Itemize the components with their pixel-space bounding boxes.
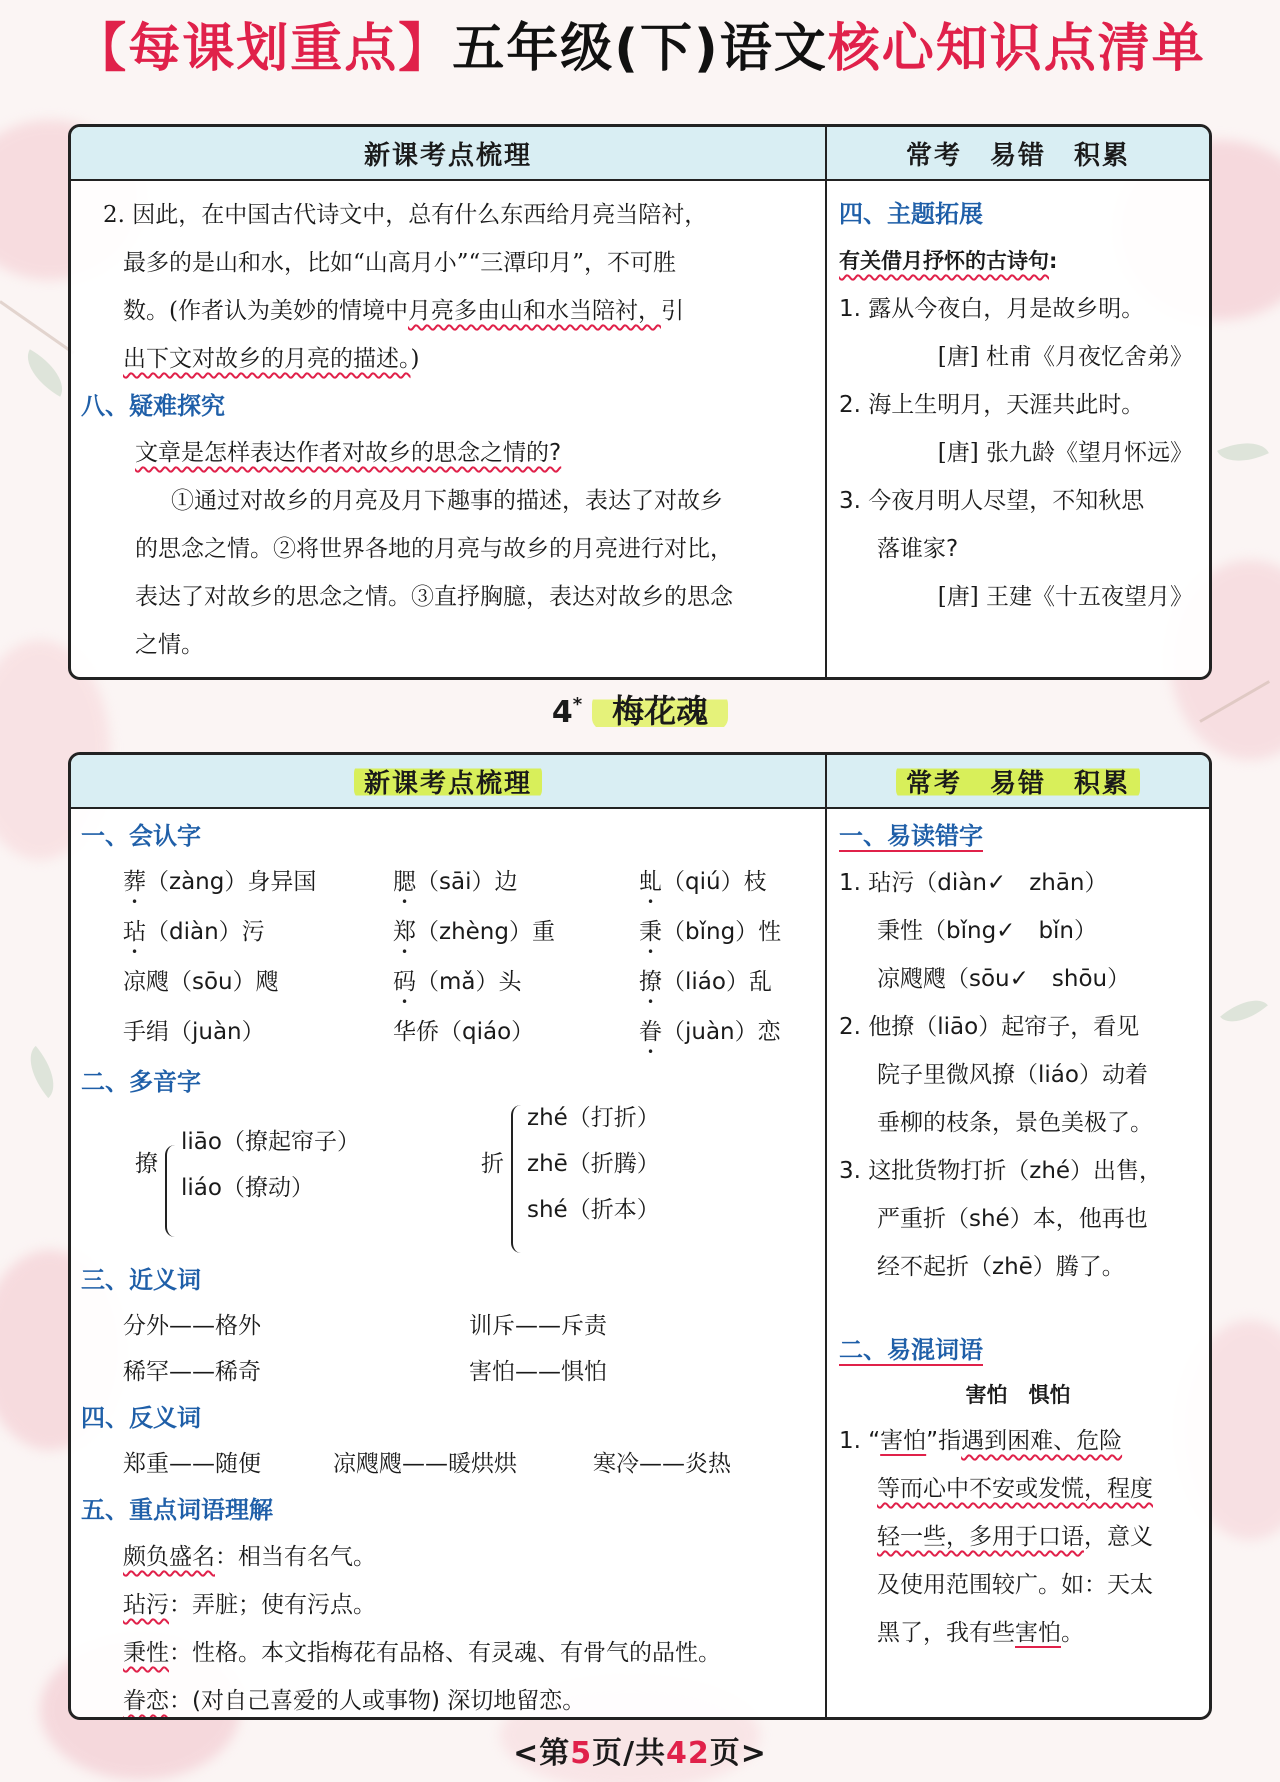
poem-line: 1. 露从今夜白，月是故乡明。 <box>839 296 1145 322</box>
word-definition <box>81 1629 811 1677</box>
explain-line <box>839 1609 1197 1657</box>
poem-line: 落谁家? <box>877 536 959 562</box>
text-line: 最多的是山和水，比如“山高月小”“三潭印月”，不可胜 <box>123 250 677 276</box>
section-heading: 五、重点词语理解 <box>81 1496 273 1524</box>
total-pages: 42 <box>666 1736 710 1771</box>
page-indicator <box>0 1728 1280 1772</box>
synonym-pair: 训斥——斥责 <box>469 1313 607 1339</box>
brace-icon <box>165 1145 177 1237</box>
text-span: 引 <box>660 298 684 324</box>
poly-reading: liāo（撩起帘子） <box>181 1129 360 1155</box>
title-bracket: 【每课划重点】 <box>74 19 453 79</box>
char-item: 葬（zàng）身异国 <box>123 869 317 895</box>
poly-reading: zhē（折腾） <box>527 1151 660 1177</box>
brace-icon <box>511 1105 523 1253</box>
antonym-row <box>81 1441 811 1487</box>
header-left <box>71 755 827 807</box>
text-span: ) <box>410 346 420 372</box>
text-span: 黑了，我有些 <box>877 1620 1015 1646</box>
term: 玷污 <box>123 1592 169 1618</box>
synonym-row <box>81 1303 811 1349</box>
text-line <box>81 335 811 383</box>
poly-reading: zhé（打折） <box>527 1105 660 1131</box>
footer-text: 页/共 <box>592 1736 667 1771</box>
header-right <box>827 755 1209 807</box>
word-definition <box>81 1677 811 1720</box>
term: 颇负盛名 <box>123 1544 215 1570</box>
char-item: 虬（qiú）枝 <box>639 869 767 895</box>
section-heading <box>839 1327 1197 1373</box>
section-heading: 三、近义词 <box>81 1266 201 1294</box>
wavy-underlined-text: 遇到困难、危险 <box>961 1428 1123 1454</box>
section-heading: 二、多音字 <box>81 1068 201 1096</box>
term: 眷恋 <box>123 1688 169 1714</box>
poly-readings <box>181 1119 360 1211</box>
current-page-number: 5 <box>570 1736 593 1771</box>
explain-line <box>839 1513 1197 1561</box>
synonym-pair: 害怕——惧怕 <box>469 1359 607 1385</box>
text-span: : <box>1049 249 1058 273</box>
header-left: 新课考点梳理 <box>71 127 827 179</box>
header-left-label: 新课考点梳理 <box>354 763 542 800</box>
card2-left-column <box>71 809 827 1720</box>
lesson3-card <box>68 124 1212 680</box>
text-line: 2. 因此，在中国古代诗文中，总有什么东西给月亮当陪衬， <box>103 202 708 228</box>
explain-line <box>839 1417 1197 1465</box>
misread-item: 经不起折（zhē）腾了。 <box>877 1254 1125 1280</box>
lead-text <box>839 237 1197 285</box>
poem-source: [唐] 张九龄《望月怀远》 <box>937 440 1193 466</box>
poly-readings <box>527 1095 660 1233</box>
card2-right-column <box>827 809 1209 1720</box>
confusable-pair: 害怕 惧怕 <box>965 1383 1071 1407</box>
char-item: 腮（sāi）边 <box>393 869 518 895</box>
answer-line: 的思念之情。②将世界各地的月亮与故乡的月亮进行对比， <box>135 536 733 562</box>
card-header <box>71 755 1209 809</box>
antonym-pair: 郑重——随便 <box>123 1451 261 1477</box>
antonym-pair: 寒冷——炎热 <box>593 1451 731 1477</box>
title-tail: 核心知识点清单 <box>827 19 1206 79</box>
answer-line: 之情。 <box>135 632 204 658</box>
section-heading <box>839 813 1197 859</box>
recognize-chars-grid <box>81 859 811 1059</box>
poly-char: 撩 <box>135 1151 158 1177</box>
explain-line: 等而心中不安或发慌，程度 <box>877 1476 1153 1502</box>
lesson4-card <box>68 752 1212 1720</box>
misread-item: 严重折（shé）本，他再也 <box>877 1206 1148 1232</box>
synonym-pair: 稀罕——稀奇 <box>123 1359 261 1385</box>
antonym-pair: 凉飕飕——暖烘烘 <box>333 1451 517 1477</box>
poly-reading: liáo（撩动） <box>181 1175 314 1201</box>
polyphonic-block <box>81 1105 811 1257</box>
section-heading: 四、主题拓展 <box>839 200 983 228</box>
title-main: 五年级(下)语文 <box>452 19 828 79</box>
char-item: 凉飕（sōu）飕 <box>123 969 279 995</box>
misread-item: 秉性（bǐng✓ bǐn） <box>877 918 1098 944</box>
lesson-title <box>0 686 1280 732</box>
card-header <box>71 127 1209 181</box>
poly-char: 折 <box>481 1151 504 1177</box>
footer-text: 页> <box>709 1736 767 1771</box>
keyword: 害怕 <box>880 1428 927 1454</box>
section-heading: 八、疑难探究 <box>81 392 225 420</box>
answer-line: 表达了对故乡的思念之情。③直抒胸臆，表达对故乡的思念 <box>135 584 733 610</box>
char-item: 码（mǎ）头 <box>393 969 522 995</box>
char-item: 撩（liáo）乱 <box>639 969 772 995</box>
misread-item: 院子里微风撩（liáo）动着 <box>877 1062 1148 1088</box>
section-heading-text: 二、易混词语 <box>839 1336 983 1364</box>
text-span: ，意义 <box>1084 1524 1153 1550</box>
wavy-underlined-text: 文章是怎样表达作者对故乡的思念之情的? <box>135 440 562 466</box>
page-title <box>0 10 1280 88</box>
footer-text: <第 <box>513 1736 571 1771</box>
section-heading: 四、反义词 <box>81 1404 201 1432</box>
poem-line: 3. 今夜月明人尽望，不知秋思 <box>839 488 1145 514</box>
poem-line: 2. 海上生明月，天涯共此时。 <box>839 392 1145 418</box>
poem-source: [唐] 杜甫《月夜忆舍弟》 <box>937 344 1193 370</box>
explain-line: 及使用范围较广。如：天太 <box>877 1572 1153 1598</box>
misread-item: 2. 他撩（liāo）起帘子，看见 <box>839 1014 1140 1040</box>
word-definition <box>81 1533 811 1581</box>
text-span: 。 <box>1061 1620 1084 1646</box>
text-span: 1. “ <box>839 1428 881 1454</box>
definition: ：性格。本文指梅花有品格、有灵魂、有骨气的品性。 <box>169 1640 721 1666</box>
section-heading: 一、会认字 <box>81 822 201 850</box>
question <box>81 429 811 477</box>
header-right-label: 常考 易错 积累 <box>896 763 1140 800</box>
lesson-number: 4 <box>551 695 573 730</box>
word-definition <box>81 1581 811 1629</box>
synonym-pair: 分外——格外 <box>123 1313 261 1339</box>
lesson-star: * <box>572 694 583 716</box>
answer-line: ①通过对故乡的月亮及月下趣事的描述，表达了对故乡 <box>171 488 723 514</box>
misread-item: 1. 玷污（diàn✓ zhān） <box>839 870 1108 896</box>
char-item: 郑（zhèng）重 <box>393 919 555 945</box>
keyword: 害怕 <box>1015 1620 1061 1646</box>
synonym-row <box>81 1349 811 1395</box>
definition: ：弄脏；使有污点。 <box>169 1592 376 1618</box>
char-item: 眷（juàn）恋 <box>639 1019 781 1045</box>
definition: ：相当有名气。 <box>215 1544 376 1570</box>
definition: ：(对自己喜爱的人或事物) 深切地留恋。 <box>169 1688 586 1714</box>
poly-reading: shé（折本） <box>527 1197 660 1223</box>
wavy-underlined-text: 有关借月抒怀的古诗句 <box>839 249 1049 273</box>
misread-item: 凉飕飕（sōu✓ shōu） <box>877 966 1131 992</box>
text-span: 数。(作者认为美妙的情境中 <box>123 298 408 324</box>
lesson-name: 梅花魂 <box>592 692 728 730</box>
text-span: ”指 <box>926 1428 962 1454</box>
wavy-underlined-text: 轻一些，多用于口语 <box>877 1524 1084 1550</box>
section-heading-text: 一、易读错字 <box>839 822 983 850</box>
card1-left-column <box>71 181 827 677</box>
card1-right-column <box>827 181 1209 677</box>
wavy-underlined-text: 出下文对故乡的月亮的描述。 <box>123 346 411 372</box>
term: 秉性 <box>123 1640 169 1666</box>
header-right: 常考 易错 积累 <box>905 140 1130 171</box>
misread-item: 3. 这批货物打折（zhé）出售， <box>839 1158 1163 1184</box>
char-item: 秉（bǐng）性 <box>639 919 782 945</box>
text-line <box>81 287 811 335</box>
wavy-underlined-text: 月亮多由山和水当陪衬， <box>407 298 661 324</box>
char-item: 手绢（juàn） <box>123 1019 265 1045</box>
char-item: 玷（diàn）污 <box>123 919 265 945</box>
char-item: 华侨（qiáo） <box>393 1019 535 1045</box>
misread-item: 垂柳的枝条，景色美极了。 <box>877 1110 1153 1136</box>
poem-source: [唐] 王建《十五夜望月》 <box>937 584 1193 610</box>
